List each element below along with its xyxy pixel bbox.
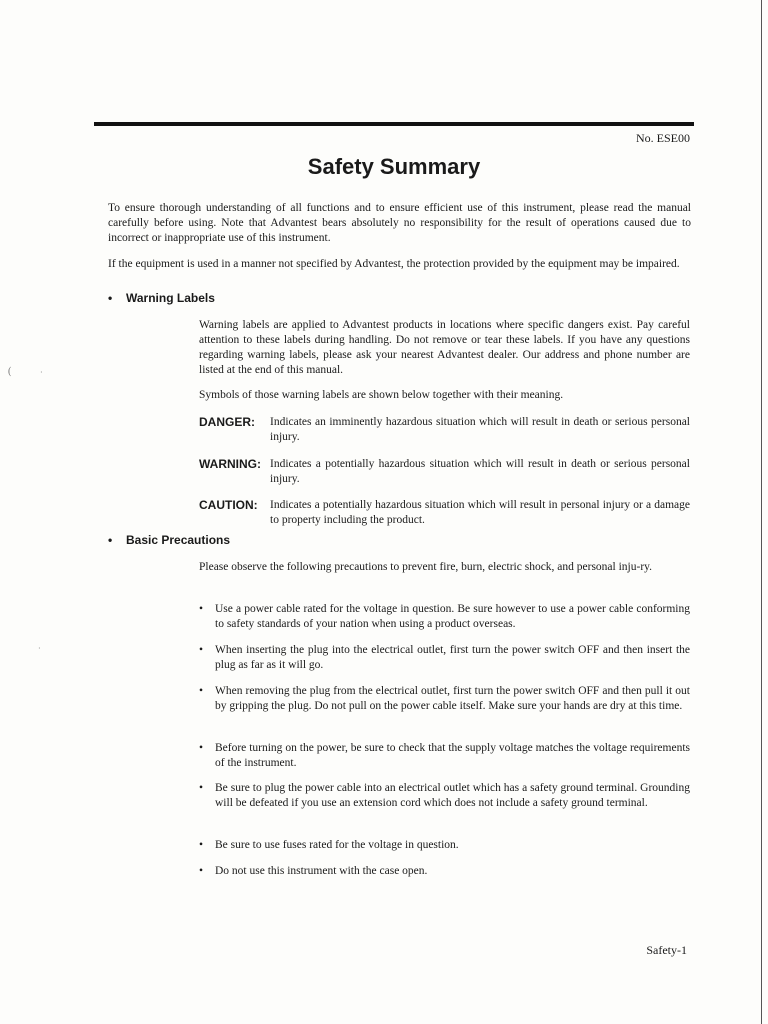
list-item-text: Use a power cable rated for the voltage in question. Be sure however to use a power cable conforming to safety standards of your nation when using a product overseas.	[215, 603, 690, 630]
section-heading-basic-precautions	[108, 533, 230, 547]
list-item-text: Do not use this instrument with the case open.	[215, 865, 428, 877]
definition-term: CAUTION:	[199, 498, 258, 512]
section-bullet: •	[108, 291, 113, 305]
definition-text: Indicates a potentially hazardous situation which will result in death or serious personal injury.	[270, 458, 690, 485]
list-bullet: •	[199, 742, 204, 754]
list-bullet: •	[199, 685, 204, 697]
list-item-text: When inserting the plug into the electrical outlet, first turn the power switch OFF and then insert the plug as far as it will go.	[215, 644, 690, 671]
intro-paragraph: To ensure thorough understanding of all functions and to ensure efficient use of this instrument, please read the manual carefully before using. Note that Advantest bears absolutely no responsibility for the result of operations caused due to incorrect or inappropriate use of this instrument.	[108, 202, 691, 244]
list-item-text: Be sure to use fuses rated for the voltage in question.	[215, 839, 459, 851]
warning-labels-paragraph: Warning labels are applied to Advantest products in locations where specific dangers exist. Pay careful attention to these labels during handling. Do not remove or tear these labels. If you have any questions regarding warning labels, please ask your nearest Advantest dealer. Our address and phone number are listed at the end of this manual.	[199, 319, 690, 376]
list-bullet: •	[199, 865, 204, 877]
page-number: Safety-1	[646, 943, 687, 957]
page-title: Safety Summary	[307, 154, 481, 179]
list-bullet: •	[199, 603, 204, 615]
list-bullet: •	[199, 839, 204, 851]
section-bullet: •	[108, 533, 113, 547]
definition-text: Indicates a potentially hazardous situation which will result in personal injury or a damage to property including the product.	[270, 499, 690, 526]
scan-mark: ·	[38, 644, 41, 653]
scan-mark: ·	[40, 368, 43, 377]
list-item-text: When removing the plug from the electrical outlet, first turn the power switch OFF and then pull it out by gripping the plug. Do not pull on the power cable itself. Make sure your hands are dry at this time.	[215, 685, 690, 712]
section-heading-text: Basic Precautions	[126, 533, 231, 547]
list-bullet: •	[199, 644, 204, 656]
list-item-text: Be sure to plug the power cable into an electrical outlet which has a safety ground terminal. Grounding will be defeated if you use an extension cord which does not include a safety ground terminal.	[215, 782, 690, 809]
warning-labels-paragraph: Symbols of those warning labels are shown below together with their meaning.	[199, 389, 564, 401]
definition-term: DANGER:	[199, 415, 255, 429]
precautions-intro: Please observe the following precautions to prevent fire, burn, electric shock, and personal inju-ry.	[199, 561, 653, 573]
scan-mark: (	[8, 366, 12, 377]
page-edge-line	[761, 0, 762, 1024]
list-item-text: Before turning on the power, be sure to check that the supply voltage matches the voltage requirements of the instrument.	[215, 742, 690, 769]
header-rule	[94, 122, 694, 126]
section-heading-text: Warning Labels	[126, 291, 215, 305]
list-bullet: •	[199, 782, 204, 794]
definition-text: Indicates an imminently hazardous situation which will result in death or serious personal injury.	[270, 416, 690, 443]
section-heading-warning-labels	[108, 291, 215, 305]
document-number: No. ESE00	[636, 131, 690, 145]
definition-term: WARNING:	[199, 457, 261, 471]
intro-paragraph: If the equipment is used in a manner not specified by Advantest, the protection provided by the equipment may be impaired.	[108, 258, 680, 270]
